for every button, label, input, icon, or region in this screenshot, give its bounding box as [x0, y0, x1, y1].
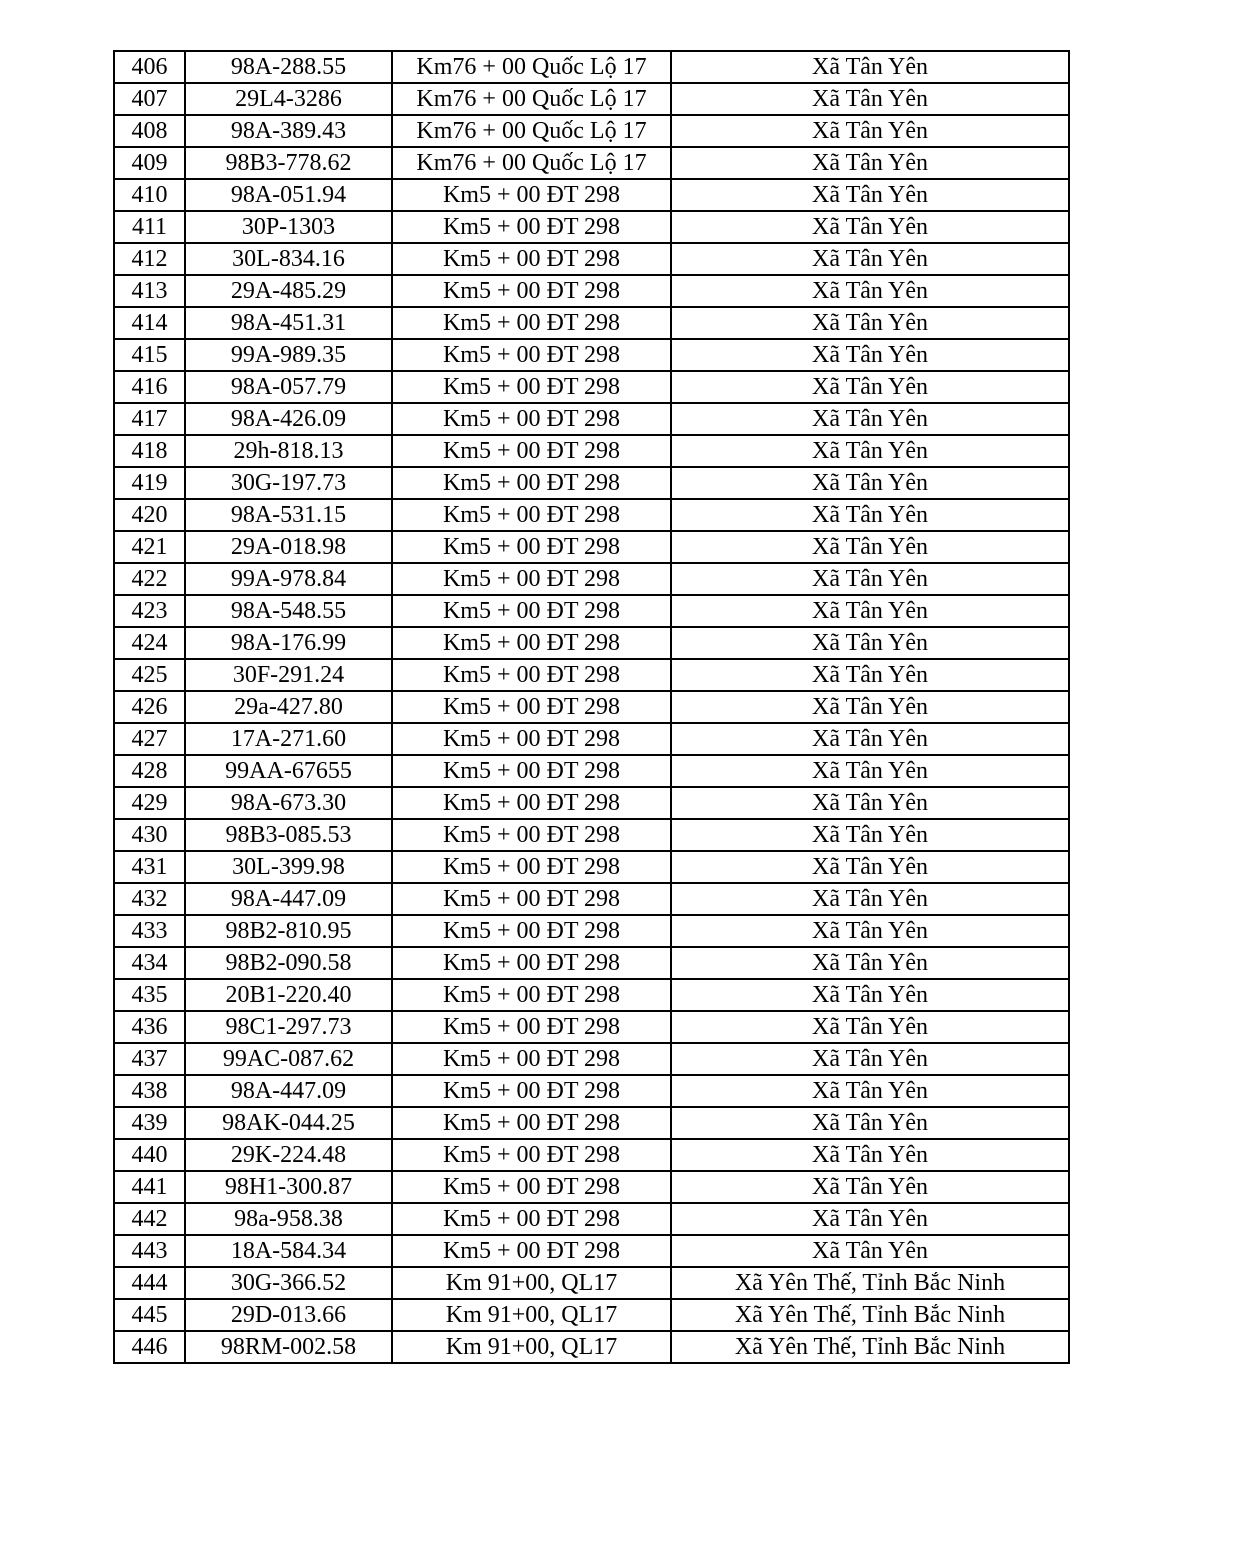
location-cell: Km5 + 00 ĐT 298 [392, 403, 671, 435]
row-number-cell: 419 [114, 467, 185, 499]
license-plate-cell: 29h-818.13 [185, 435, 392, 467]
location-cell: Km5 + 00 ĐT 298 [392, 531, 671, 563]
location-cell: Km 91+00, QL17 [392, 1299, 671, 1331]
location-cell: Km76 + 00 Quốc Lộ 17 [392, 83, 671, 115]
location-cell: Km5 + 00 ĐT 298 [392, 947, 671, 979]
row-number-cell: 411 [114, 211, 185, 243]
location-cell: Km5 + 00 ĐT 298 [392, 979, 671, 1011]
license-plate-cell: 99AA-67655 [185, 755, 392, 787]
unit-cell: Xã Tân Yên [671, 275, 1069, 307]
license-plate-cell: 99A-978.84 [185, 563, 392, 595]
table-row [114, 819, 1069, 851]
location-cell: Km5 + 00 ĐT 298 [392, 851, 671, 883]
location-cell: Km5 + 00 ĐT 298 [392, 915, 671, 947]
table-row [114, 691, 1069, 723]
unit-cell: Xã Tân Yên [671, 1011, 1069, 1043]
unit-cell: Xã Tân Yên [671, 371, 1069, 403]
table-row [114, 851, 1069, 883]
table-row [114, 1203, 1069, 1235]
row-number-cell: 442 [114, 1203, 185, 1235]
license-plate-cell: 98RM-002.58 [185, 1331, 392, 1363]
row-number-cell: 434 [114, 947, 185, 979]
row-number-cell: 420 [114, 499, 185, 531]
location-cell: Km76 + 00 Quốc Lộ 17 [392, 115, 671, 147]
table-row [114, 883, 1069, 915]
row-number-cell: 431 [114, 851, 185, 883]
table-row [114, 435, 1069, 467]
location-cell: Km5 + 00 ĐT 298 [392, 1043, 671, 1075]
row-number-cell: 421 [114, 531, 185, 563]
row-number-cell: 406 [114, 51, 185, 83]
table-row [114, 595, 1069, 627]
license-plate-cell: 30L-399.98 [185, 851, 392, 883]
table-row [114, 1267, 1069, 1299]
location-cell: Km5 + 00 ĐT 298 [392, 275, 671, 307]
location-cell: Km76 + 00 Quốc Lộ 17 [392, 147, 671, 179]
row-number-cell: 443 [114, 1235, 185, 1267]
row-number-cell: 440 [114, 1139, 185, 1171]
row-number-cell: 435 [114, 979, 185, 1011]
unit-cell: Xã Tân Yên [671, 1203, 1069, 1235]
location-cell: Km5 + 00 ĐT 298 [392, 563, 671, 595]
table-row [114, 947, 1069, 979]
location-cell: Km5 + 00 ĐT 298 [392, 659, 671, 691]
license-plate-cell: 98B3-085.53 [185, 819, 392, 851]
row-number-cell: 429 [114, 787, 185, 819]
unit-cell: Xã Tân Yên [671, 563, 1069, 595]
unit-cell: Xã Tân Yên [671, 627, 1069, 659]
unit-cell: Xã Tân Yên [671, 819, 1069, 851]
unit-cell: Xã Tân Yên [671, 723, 1069, 755]
license-plate-cell: 17A-271.60 [185, 723, 392, 755]
license-plate-cell: 98AK-044.25 [185, 1107, 392, 1139]
unit-cell: Xã Tân Yên [671, 499, 1069, 531]
table-row [114, 115, 1069, 147]
license-plate-cell: 29A-485.29 [185, 275, 392, 307]
unit-cell: Xã Tân Yên [671, 1139, 1069, 1171]
unit-cell: Xã Tân Yên [671, 403, 1069, 435]
unit-cell: Xã Tân Yên [671, 179, 1069, 211]
location-cell: Km 91+00, QL17 [392, 1267, 671, 1299]
table-row [114, 1171, 1069, 1203]
unit-cell: Xã Tân Yên [671, 531, 1069, 563]
unit-cell: Xã Tân Yên [671, 1075, 1069, 1107]
license-plate-cell: 20B1-220.40 [185, 979, 392, 1011]
row-number-cell: 414 [114, 307, 185, 339]
location-cell: Km5 + 00 ĐT 298 [392, 211, 671, 243]
license-plate-cell: 30P-1303 [185, 211, 392, 243]
license-plate-cell: 98A-176.99 [185, 627, 392, 659]
table-row [114, 531, 1069, 563]
license-plate-cell: 29K-224.48 [185, 1139, 392, 1171]
table-row [114, 1331, 1069, 1363]
unit-cell: Xã Yên Thế, Tỉnh Bắc Ninh [671, 1331, 1069, 1363]
location-cell: Km5 + 00 ĐT 298 [392, 243, 671, 275]
license-plate-cell: 29A-018.98 [185, 531, 392, 563]
table-row [114, 915, 1069, 947]
location-cell: Km5 + 00 ĐT 298 [392, 1171, 671, 1203]
location-cell: Km5 + 00 ĐT 298 [392, 371, 671, 403]
license-plate-cell: 98A-451.31 [185, 307, 392, 339]
location-cell: Km5 + 00 ĐT 298 [392, 435, 671, 467]
row-number-cell: 438 [114, 1075, 185, 1107]
table-row [114, 275, 1069, 307]
row-number-cell: 424 [114, 627, 185, 659]
table-row [114, 83, 1069, 115]
license-plate-cell: 30G-197.73 [185, 467, 392, 499]
location-cell: Km5 + 00 ĐT 298 [392, 787, 671, 819]
row-number-cell: 425 [114, 659, 185, 691]
unit-cell: Xã Tân Yên [671, 1171, 1069, 1203]
unit-cell: Xã Tân Yên [671, 243, 1069, 275]
unit-cell: Xã Tân Yên [671, 1235, 1069, 1267]
table-row [114, 371, 1069, 403]
unit-cell: Xã Tân Yên [671, 787, 1069, 819]
row-number-cell: 444 [114, 1267, 185, 1299]
unit-cell: Xã Tân Yên [671, 755, 1069, 787]
unit-cell: Xã Tân Yên [671, 339, 1069, 371]
row-number-cell: 436 [114, 1011, 185, 1043]
location-cell: Km5 + 00 ĐT 298 [392, 1011, 671, 1043]
license-plate-cell: 98C1-297.73 [185, 1011, 392, 1043]
row-number-cell: 439 [114, 1107, 185, 1139]
row-number-cell: 423 [114, 595, 185, 627]
license-plate-cell: 99A-989.35 [185, 339, 392, 371]
table-row [114, 1139, 1069, 1171]
row-number-cell: 428 [114, 755, 185, 787]
row-number-cell: 437 [114, 1043, 185, 1075]
row-number-cell: 412 [114, 243, 185, 275]
license-plate-cell: 29a-427.80 [185, 691, 392, 723]
license-plate-cell: 98A-447.09 [185, 1075, 392, 1107]
location-cell: Km5 + 00 ĐT 298 [392, 1235, 671, 1267]
table-row [114, 1235, 1069, 1267]
row-number-cell: 417 [114, 403, 185, 435]
license-plate-cell: 98H1-300.87 [185, 1171, 392, 1203]
location-cell: Km5 + 00 ĐT 298 [392, 499, 671, 531]
license-plate-cell: 98B2-810.95 [185, 915, 392, 947]
row-number-cell: 418 [114, 435, 185, 467]
unit-cell: Xã Yên Thế, Tỉnh Bắc Ninh [671, 1299, 1069, 1331]
location-cell: Km5 + 00 ĐT 298 [392, 307, 671, 339]
location-cell: Km5 + 00 ĐT 298 [392, 595, 671, 627]
license-plate-cell: 98A-051.94 [185, 179, 392, 211]
unit-cell: Xã Tân Yên [671, 659, 1069, 691]
location-cell: Km5 + 00 ĐT 298 [392, 1203, 671, 1235]
unit-cell: Xã Tân Yên [671, 211, 1069, 243]
table-row [114, 403, 1069, 435]
license-plate-cell: 98A-057.79 [185, 371, 392, 403]
unit-cell: Xã Tân Yên [671, 115, 1069, 147]
location-cell: Km5 + 00 ĐT 298 [392, 467, 671, 499]
unit-cell: Xã Tân Yên [671, 1107, 1069, 1139]
location-cell: Km5 + 00 ĐT 298 [392, 755, 671, 787]
unit-cell: Xã Tân Yên [671, 691, 1069, 723]
location-cell: Km5 + 00 ĐT 298 [392, 883, 671, 915]
unit-cell: Xã Tân Yên [671, 83, 1069, 115]
unit-cell: Xã Yên Thế, Tỉnh Bắc Ninh [671, 1267, 1069, 1299]
table-row [114, 563, 1069, 595]
row-number-cell: 416 [114, 371, 185, 403]
row-number-cell: 430 [114, 819, 185, 851]
unit-cell: Xã Tân Yên [671, 595, 1069, 627]
row-number-cell: 432 [114, 883, 185, 915]
table-row [114, 979, 1069, 1011]
table-row [114, 1075, 1069, 1107]
row-number-cell: 408 [114, 115, 185, 147]
unit-cell: Xã Tân Yên [671, 1043, 1069, 1075]
row-number-cell: 445 [114, 1299, 185, 1331]
license-plate-cell: 29D-013.66 [185, 1299, 392, 1331]
table-row [114, 659, 1069, 691]
row-number-cell: 433 [114, 915, 185, 947]
license-plate-cell: 30L-834.16 [185, 243, 392, 275]
violation-table [113, 50, 1070, 1364]
location-cell: Km5 + 00 ĐT 298 [392, 179, 671, 211]
row-number-cell: 415 [114, 339, 185, 371]
unit-cell: Xã Tân Yên [671, 883, 1069, 915]
license-plate-cell: 98A-426.09 [185, 403, 392, 435]
license-plate-cell: 98A-531.15 [185, 499, 392, 531]
unit-cell: Xã Tân Yên [671, 851, 1069, 883]
table-row [114, 339, 1069, 371]
table-body [114, 51, 1069, 1363]
location-cell: Km5 + 00 ĐT 298 [392, 819, 671, 851]
row-number-cell: 409 [114, 147, 185, 179]
row-number-cell: 446 [114, 1331, 185, 1363]
location-cell: Km5 + 00 ĐT 298 [392, 691, 671, 723]
row-number-cell: 407 [114, 83, 185, 115]
table-row [114, 147, 1069, 179]
license-plate-cell: 98a-958.38 [185, 1203, 392, 1235]
table-row [114, 1299, 1069, 1331]
license-plate-cell: 18A-584.34 [185, 1235, 392, 1267]
unit-cell: Xã Tân Yên [671, 915, 1069, 947]
row-number-cell: 441 [114, 1171, 185, 1203]
location-cell: Km5 + 00 ĐT 298 [392, 1139, 671, 1171]
table-row [114, 755, 1069, 787]
license-plate-cell: 98B3-778.62 [185, 147, 392, 179]
license-plate-cell: 99AC-087.62 [185, 1043, 392, 1075]
unit-cell: Xã Tân Yên [671, 979, 1069, 1011]
license-plate-cell: 30G-366.52 [185, 1267, 392, 1299]
table-row [114, 1107, 1069, 1139]
location-cell: Km5 + 00 ĐT 298 [392, 339, 671, 371]
table-row [114, 211, 1069, 243]
table-row [114, 179, 1069, 211]
table-row [114, 243, 1069, 275]
license-plate-cell: 98A-673.30 [185, 787, 392, 819]
unit-cell: Xã Tân Yên [671, 307, 1069, 339]
location-cell: Km5 + 00 ĐT 298 [392, 723, 671, 755]
location-cell: Km5 + 00 ĐT 298 [392, 627, 671, 659]
license-plate-cell: 98A-447.09 [185, 883, 392, 915]
unit-cell: Xã Tân Yên [671, 467, 1069, 499]
row-number-cell: 426 [114, 691, 185, 723]
license-plate-cell: 29L4-3286 [185, 83, 392, 115]
row-number-cell: 422 [114, 563, 185, 595]
table-row [114, 1043, 1069, 1075]
unit-cell: Xã Tân Yên [671, 435, 1069, 467]
license-plate-cell: 30F-291.24 [185, 659, 392, 691]
unit-cell: Xã Tân Yên [671, 947, 1069, 979]
unit-cell: Xã Tân Yên [671, 147, 1069, 179]
table-row [114, 787, 1069, 819]
table-row [114, 1011, 1069, 1043]
location-cell: Km5 + 00 ĐT 298 [392, 1107, 671, 1139]
license-plate-cell: 98A-389.43 [185, 115, 392, 147]
location-cell: Km5 + 00 ĐT 298 [392, 1075, 671, 1107]
row-number-cell: 410 [114, 179, 185, 211]
location-cell: Km76 + 00 Quốc Lộ 17 [392, 51, 671, 83]
table-row [114, 723, 1069, 755]
location-cell: Km 91+00, QL17 [392, 1331, 671, 1363]
table-row [114, 467, 1069, 499]
row-number-cell: 413 [114, 275, 185, 307]
license-plate-cell: 98A-548.55 [185, 595, 392, 627]
table-row [114, 499, 1069, 531]
row-number-cell: 427 [114, 723, 185, 755]
table-row [114, 51, 1069, 83]
license-plate-cell: 98B2-090.58 [185, 947, 392, 979]
license-plate-cell: 98A-288.55 [185, 51, 392, 83]
table-row [114, 627, 1069, 659]
table-row [114, 307, 1069, 339]
unit-cell: Xã Tân Yên [671, 51, 1069, 83]
